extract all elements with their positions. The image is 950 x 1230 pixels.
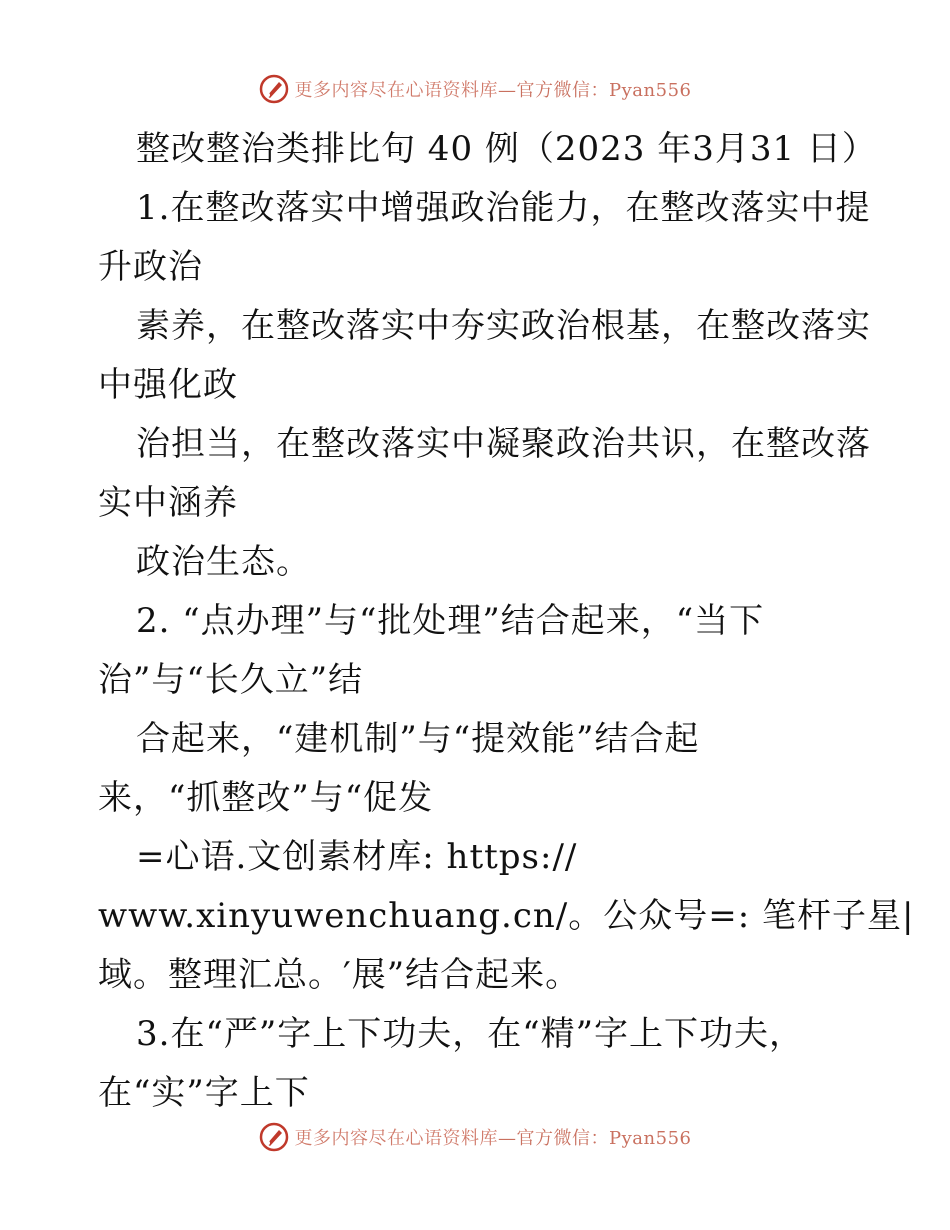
text-line: 实中涵养 xyxy=(98,483,238,523)
text-line: 治”与“长久立”结 xyxy=(98,660,364,700)
text-line: 素养，在整改落实中夯实政治根基，在整改落实 xyxy=(136,306,871,346)
document-title: 整改整治类排比句 40 例（2023 年3月31 日） xyxy=(136,129,877,169)
text-line: =心语.文创素材库: https:// xyxy=(136,837,578,877)
text-line: 政治生态。 xyxy=(136,542,311,582)
watermark-suffix: —官方微信：Pyan556 xyxy=(498,1128,692,1149)
watermark-text: 更多内容尽在心语资料库 xyxy=(294,80,499,101)
watermark-suffix: —官方微信：Pyan556 xyxy=(498,80,692,101)
text-line: 治担当，在整改落实中凝聚政治共识，在整改落 xyxy=(136,424,871,464)
text-line: 2. “点办理”与“批处理”结合起来，“当下 xyxy=(136,601,765,641)
text-line: 合起来，“建机制”与“提效能”结合起 xyxy=(136,719,700,759)
text-line: www.xinyuwenchuang.cn/。公众号=: 笔杆子星| xyxy=(98,896,915,936)
text-line: 在“实”字上下 xyxy=(98,1073,310,1113)
text-line: 域。整理汇总。′展”结合起来。 xyxy=(98,955,581,995)
text-line: 3.在“严”字上下功夫，在“精”字上下功夫， xyxy=(136,1014,804,1054)
text-line: 中强化政 xyxy=(98,365,238,405)
footer-watermark xyxy=(0,1122,950,1152)
text-line: 1.在整改落实中增强政治能力，在整改落实中提 xyxy=(136,188,871,228)
watermark-text: 更多内容尽在心语资料库 xyxy=(294,1128,499,1149)
document-body xyxy=(98,120,915,1123)
text-line: 来，“抓整改”与“促发 xyxy=(98,778,434,818)
text-line: 升政治 xyxy=(98,247,203,287)
pen-logo-icon xyxy=(259,1122,289,1152)
pen-logo-icon xyxy=(259,74,289,104)
header-watermark xyxy=(0,74,950,104)
